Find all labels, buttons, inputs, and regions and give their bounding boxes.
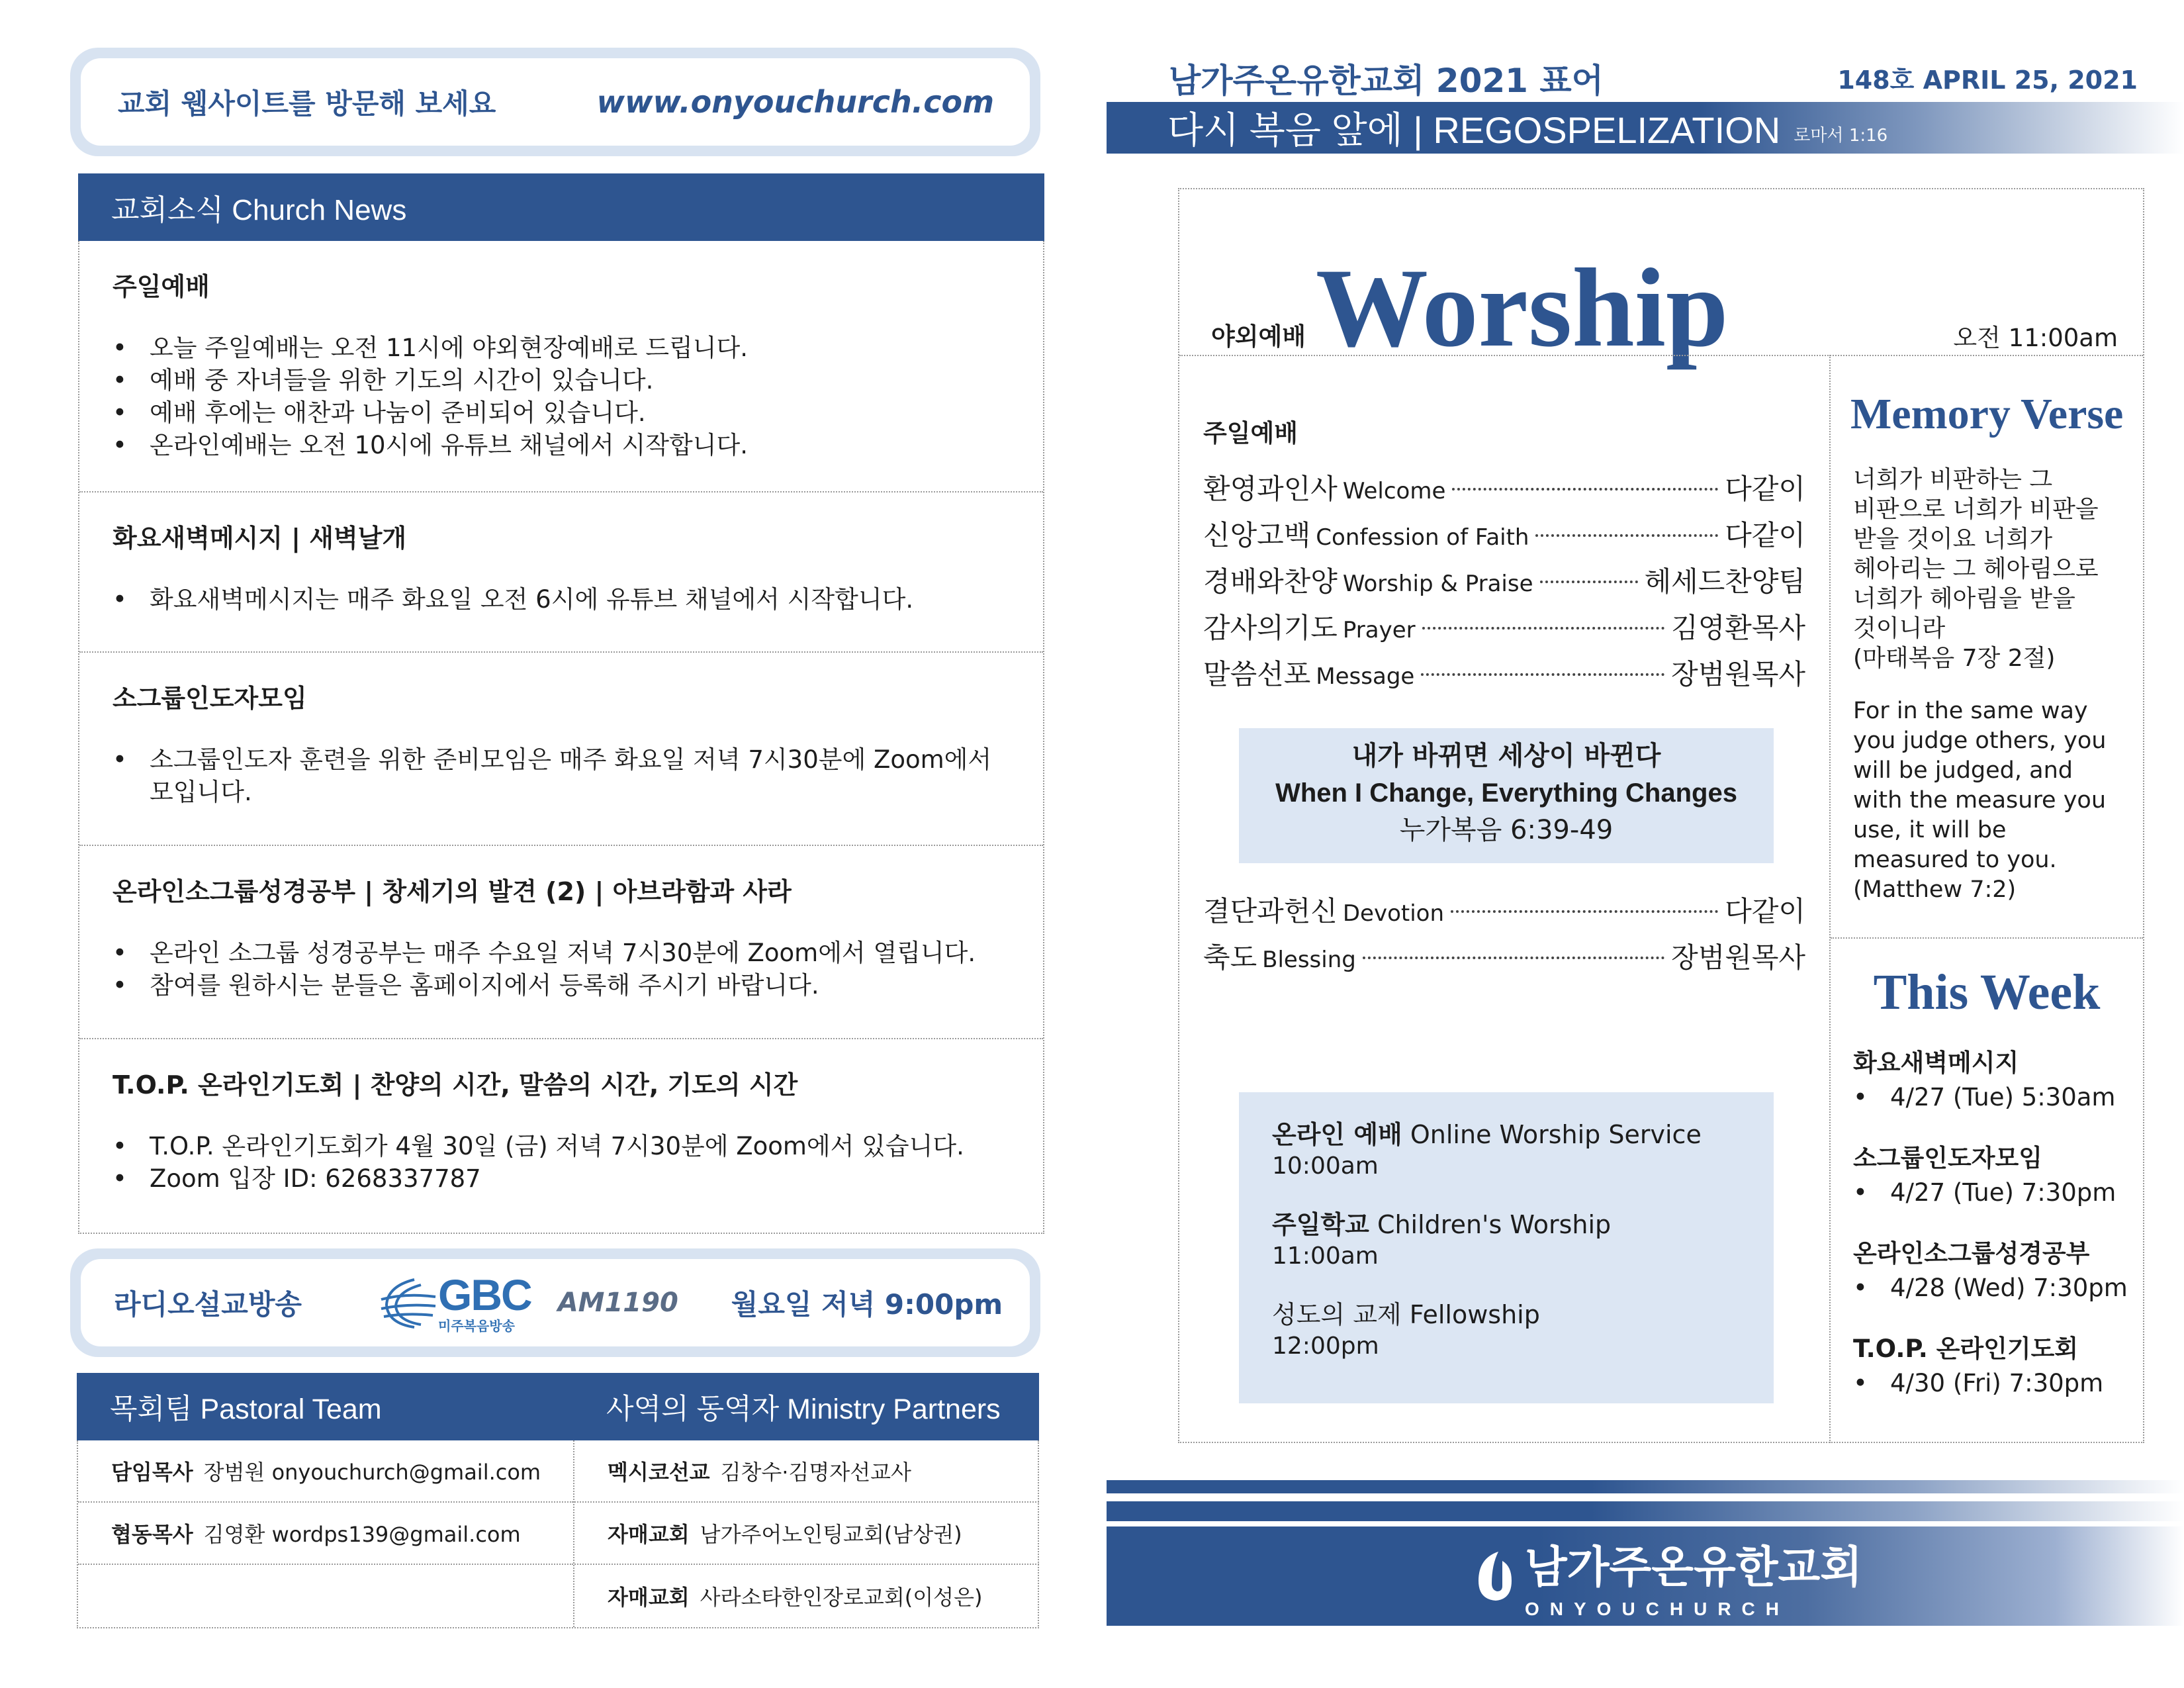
verse-line: 것이니라 xyxy=(1853,615,1946,642)
verse-line: (Matthew 7:2) xyxy=(1853,876,2017,903)
news-item: • 화요새벽메시지는 매주 화요일 오전 6시에 유튜브 채널에서 시작합니다. xyxy=(113,583,1010,616)
schedule-time: 11:00am xyxy=(1272,1243,1379,1270)
leader-dots xyxy=(1422,627,1665,630)
sermon-reference: 누가복음 6:39-49 xyxy=(1399,815,1614,845)
order-ko: 말씀선포 xyxy=(1203,658,1311,690)
partner-row xyxy=(574,1565,1039,1627)
order-ko: 환영과인사 xyxy=(1203,473,1338,505)
verse-line: 너희가 비판하는 그 xyxy=(1853,466,2053,493)
team-header xyxy=(77,1373,1039,1440)
news-section xyxy=(79,241,1043,492)
news-section xyxy=(79,653,1043,846)
verse-line: measured to you. xyxy=(1853,847,2057,873)
verse-line: (마태복음 7장 2절) xyxy=(1853,645,2056,672)
news-item: • 온라인 소그룹 성경공부는 매주 수요일 저녁 7시30분에 Zoom에서 열립니다. xyxy=(113,937,1010,969)
verse-line: with the measure you xyxy=(1853,787,2107,814)
this-week-item xyxy=(1853,1046,2138,1115)
order-ko: 결단과헌신 xyxy=(1203,895,1338,927)
event-time: • 4/27 (Tue) 7:30pm xyxy=(1853,1176,2138,1210)
team-row xyxy=(78,1503,573,1565)
partner-role: 자매교회 xyxy=(608,1585,690,1610)
leader-dots xyxy=(1452,488,1718,491)
radio-time: 월요일 저녁 9:00pm xyxy=(731,1288,1003,1321)
order-leader: 헤세드찬양팀 xyxy=(1644,565,1805,598)
radio-station: AM1190 xyxy=(557,1288,678,1318)
leader-dots xyxy=(1421,673,1664,676)
news-section xyxy=(79,846,1043,1039)
memory-verse-english xyxy=(1853,696,2131,905)
footer-stripe xyxy=(1107,1501,2184,1521)
worship-divider xyxy=(1179,355,2143,356)
news-section-title: 주일예배 xyxy=(113,272,210,301)
news-list xyxy=(78,241,1044,1234)
order-item xyxy=(1203,560,1805,606)
footer-band xyxy=(1107,1526,2184,1626)
partner-detail: 남가주어노인팅교회(남상권) xyxy=(700,1522,962,1547)
partner-row xyxy=(574,1503,1039,1565)
motto-text: 다시 복음 앞에 | REGOSPELIZATION xyxy=(1167,109,1781,151)
verse-line: 받을 것이요 너희가 xyxy=(1853,526,2053,553)
order-leader: 장범원목사 xyxy=(1671,941,1805,974)
this-week-item xyxy=(1853,1141,2138,1210)
leader-dots xyxy=(1451,910,1718,913)
order-item xyxy=(1203,514,1805,560)
order-leader: 다같이 xyxy=(1725,519,1805,551)
schedule-box xyxy=(1239,1092,1774,1403)
radio-banner xyxy=(70,1248,1040,1357)
leader-dots xyxy=(1363,957,1664,959)
memory-verse-korean xyxy=(1853,465,2131,673)
news-item: • 참여를 원하시는 분들은 홈페이지에서 등록해 주시기 바랍니다. xyxy=(113,969,1010,1002)
news-item: • 오늘 주일예배는 오전 11시에 야외현장예배로 드립니다. xyxy=(113,332,1010,364)
worship-title: Worship xyxy=(1316,246,1729,370)
schedule-item xyxy=(1272,1299,1741,1362)
this-week-item xyxy=(1853,1237,2138,1305)
team-row xyxy=(78,1440,573,1503)
gbc-logo-text: GBC xyxy=(438,1270,531,1319)
schedule-time: 12:00pm xyxy=(1272,1333,1379,1360)
column-divider xyxy=(1829,355,1831,1443)
leader-dots xyxy=(1540,581,1638,583)
order-of-service xyxy=(1203,467,1805,699)
order-item xyxy=(1203,936,1805,982)
schedule-name: Online Worship Service xyxy=(1410,1120,1702,1149)
sermon-title: 내가 바뀌면 세상이 바뀐다 xyxy=(1351,741,1661,771)
event-time: • 4/28 (Wed) 7:30pm xyxy=(1853,1271,2138,1305)
event-name: 온라인소그룹성경공부 xyxy=(1853,1239,2090,1268)
partner-role: 자매교회 xyxy=(608,1522,690,1547)
pastoral-team-header: 목회팀 Pastoral Team xyxy=(110,1393,382,1425)
verse-line: use, it will be xyxy=(1853,817,2007,843)
footer-stripe xyxy=(1107,1480,2184,1493)
order-item xyxy=(1203,606,1805,653)
event-name: 소그룹인도자모임 xyxy=(1853,1144,2042,1172)
church-logo-text: 남가주온유한교회 xyxy=(1525,1542,1863,1591)
order-en: Blessing xyxy=(1262,947,1356,973)
leader-dots xyxy=(1535,534,1718,537)
schedule-bold: 온라인 예배 xyxy=(1272,1120,1402,1149)
event-name: T.O.P. 온라인기도회 xyxy=(1853,1335,2079,1363)
order-leader: 김영환목사 xyxy=(1671,612,1805,644)
order-ko: 감사의기도 xyxy=(1203,612,1338,644)
this-week-item xyxy=(1853,1332,2138,1401)
sermon-box xyxy=(1239,728,1774,863)
order-en: Message xyxy=(1316,663,1415,690)
team-table xyxy=(77,1440,1039,1628)
team-role: 협동목사 xyxy=(111,1522,193,1547)
news-header: 교회소식 Church News xyxy=(78,173,1044,241)
radio-label: 라디오설교방송 xyxy=(114,1288,302,1321)
team-detail: 장범원 onyouchurch@gmail.com xyxy=(203,1460,541,1485)
order-item xyxy=(1203,890,1805,936)
verse-line: 너희가 헤아림을 받을 xyxy=(1853,585,2075,612)
verse-line: you judge others, you xyxy=(1853,727,2107,754)
website-link[interactable]: www.onyouchurch.com xyxy=(596,84,994,120)
schedule-name: 성도의 교제 Fellowship xyxy=(1272,1300,1540,1329)
globe-icon xyxy=(375,1273,438,1333)
news-item: • 예배 후에는 애찬과 나눔이 준비되어 있습니다. xyxy=(113,397,1010,429)
schedule-item xyxy=(1272,1209,1741,1272)
news-section-title: 소그룹인도자모임 xyxy=(113,684,307,713)
order-en: Prayer xyxy=(1342,617,1416,643)
order-ko: 축도 xyxy=(1203,941,1257,974)
news-item: • Zoom 입장 ID: 6268337787 xyxy=(113,1162,1010,1195)
schedule-bold: 주일학교 xyxy=(1272,1210,1369,1239)
partner-detail: 사라소타한인장로교회(이성은) xyxy=(700,1585,983,1610)
column-section-divider xyxy=(1831,937,2143,939)
website-banner xyxy=(70,48,1040,156)
order-en: Confession of Faith xyxy=(1316,524,1529,551)
service-section-title: 주일예배 xyxy=(1203,419,1298,447)
news-item: • 온라인예배는 오전 10시에 유튜브 채널에서 시작합니다. xyxy=(113,429,1010,461)
sermon-title-en: When I Change, Everything Changes xyxy=(1275,778,1737,808)
memory-verse-title: Memory Verse xyxy=(1850,390,2124,438)
this-week-title: This Week xyxy=(1873,964,2101,1020)
church-logo xyxy=(1472,1532,1862,1620)
team-detail: 김영환 wordps139@gmail.com xyxy=(203,1522,521,1547)
issue-date: 148호 APRIL 25, 2021 xyxy=(1837,66,2138,95)
church-motto: 남가주온유한교회 2021 표어 xyxy=(1169,62,1604,100)
order-ko: 경배와찬양 xyxy=(1203,565,1338,598)
motto-reference: 로마서 1:16 xyxy=(1794,125,1888,146)
verse-line: 비판으로 너희가 비판을 xyxy=(1853,496,2099,523)
order-en: Worship & Praise xyxy=(1342,571,1533,597)
order-leader: 다같이 xyxy=(1725,895,1805,927)
church-logo-icon xyxy=(1472,1546,1518,1606)
verse-line: will be judged, and xyxy=(1853,757,2073,784)
news-item: • 소그룹인도자 훈련을 위한 준비모임은 매주 화요일 저녁 7시30분에 Zoom에서 모입니다. xyxy=(113,743,1010,808)
verse-line: For in the same way xyxy=(1853,698,2088,724)
team-role: 담임목사 xyxy=(111,1460,193,1485)
event-time: • 4/30 (Fri) 7:30pm xyxy=(1853,1366,2138,1401)
this-week-list xyxy=(1853,1046,2138,1427)
event-name: 화요새벽메시지 xyxy=(1853,1049,2019,1077)
church-logo-subtext: ONYOUCHURCH xyxy=(1525,1599,1790,1619)
motto-banner xyxy=(1107,102,2184,154)
outdoor-worship-label: 야외예배 xyxy=(1211,322,1306,351)
gbc-logo xyxy=(375,1270,531,1334)
news-item: • 예배 중 자녀들을 위한 기도의 시간이 있습니다. xyxy=(113,364,1010,397)
schedule-time: 10:00am xyxy=(1272,1152,1379,1180)
partner-detail: 김창수·김명자선교사 xyxy=(720,1460,911,1485)
news-section xyxy=(79,492,1043,653)
schedule-name: Children's Worship xyxy=(1377,1210,1612,1239)
news-item: • T.O.P. 온라인기도회가 4월 30일 (금) 저녁 7시30분에 Zoom에서 있습니다. xyxy=(113,1130,1010,1162)
news-section-title: 온라인소그룹성경공부 | 창세기의 발견 (2) | 아브라함과 사라 xyxy=(113,877,792,906)
event-time: • 4/27 (Tue) 5:30am xyxy=(1853,1080,2138,1115)
order-ko: 신앙고백 xyxy=(1203,519,1311,551)
verse-line: 헤아리는 그 헤아림으로 xyxy=(1853,555,2099,583)
order-of-service-closing xyxy=(1203,890,1805,982)
schedule-item xyxy=(1272,1119,1741,1182)
worship-time: 오전 11:00am xyxy=(1953,324,2118,352)
order-leader: 장범원목사 xyxy=(1671,658,1805,690)
news-section-title: T.O.P. 온라인기도회 | 찬양의 시간, 말씀의 시간, 기도의 시간 xyxy=(113,1070,798,1100)
partner-role: 멕시코선교 xyxy=(608,1460,710,1485)
website-label: 교회 웹사이트를 방문해 보세요 xyxy=(118,87,496,120)
order-leader: 다같이 xyxy=(1725,473,1805,505)
gbc-logo-subtext: 미주복음방송 xyxy=(438,1318,515,1334)
order-en: Welcome xyxy=(1342,478,1446,504)
order-item xyxy=(1203,467,1805,514)
news-section xyxy=(79,1039,1043,1234)
order-item xyxy=(1203,653,1805,699)
ministry-partners-header: 사역의 동역자 Ministry Partners xyxy=(606,1393,1001,1425)
partner-row xyxy=(574,1440,1039,1503)
order-en: Devotion xyxy=(1342,900,1445,927)
news-section-title: 화요새벽메시지 | 새벽날개 xyxy=(113,524,407,553)
